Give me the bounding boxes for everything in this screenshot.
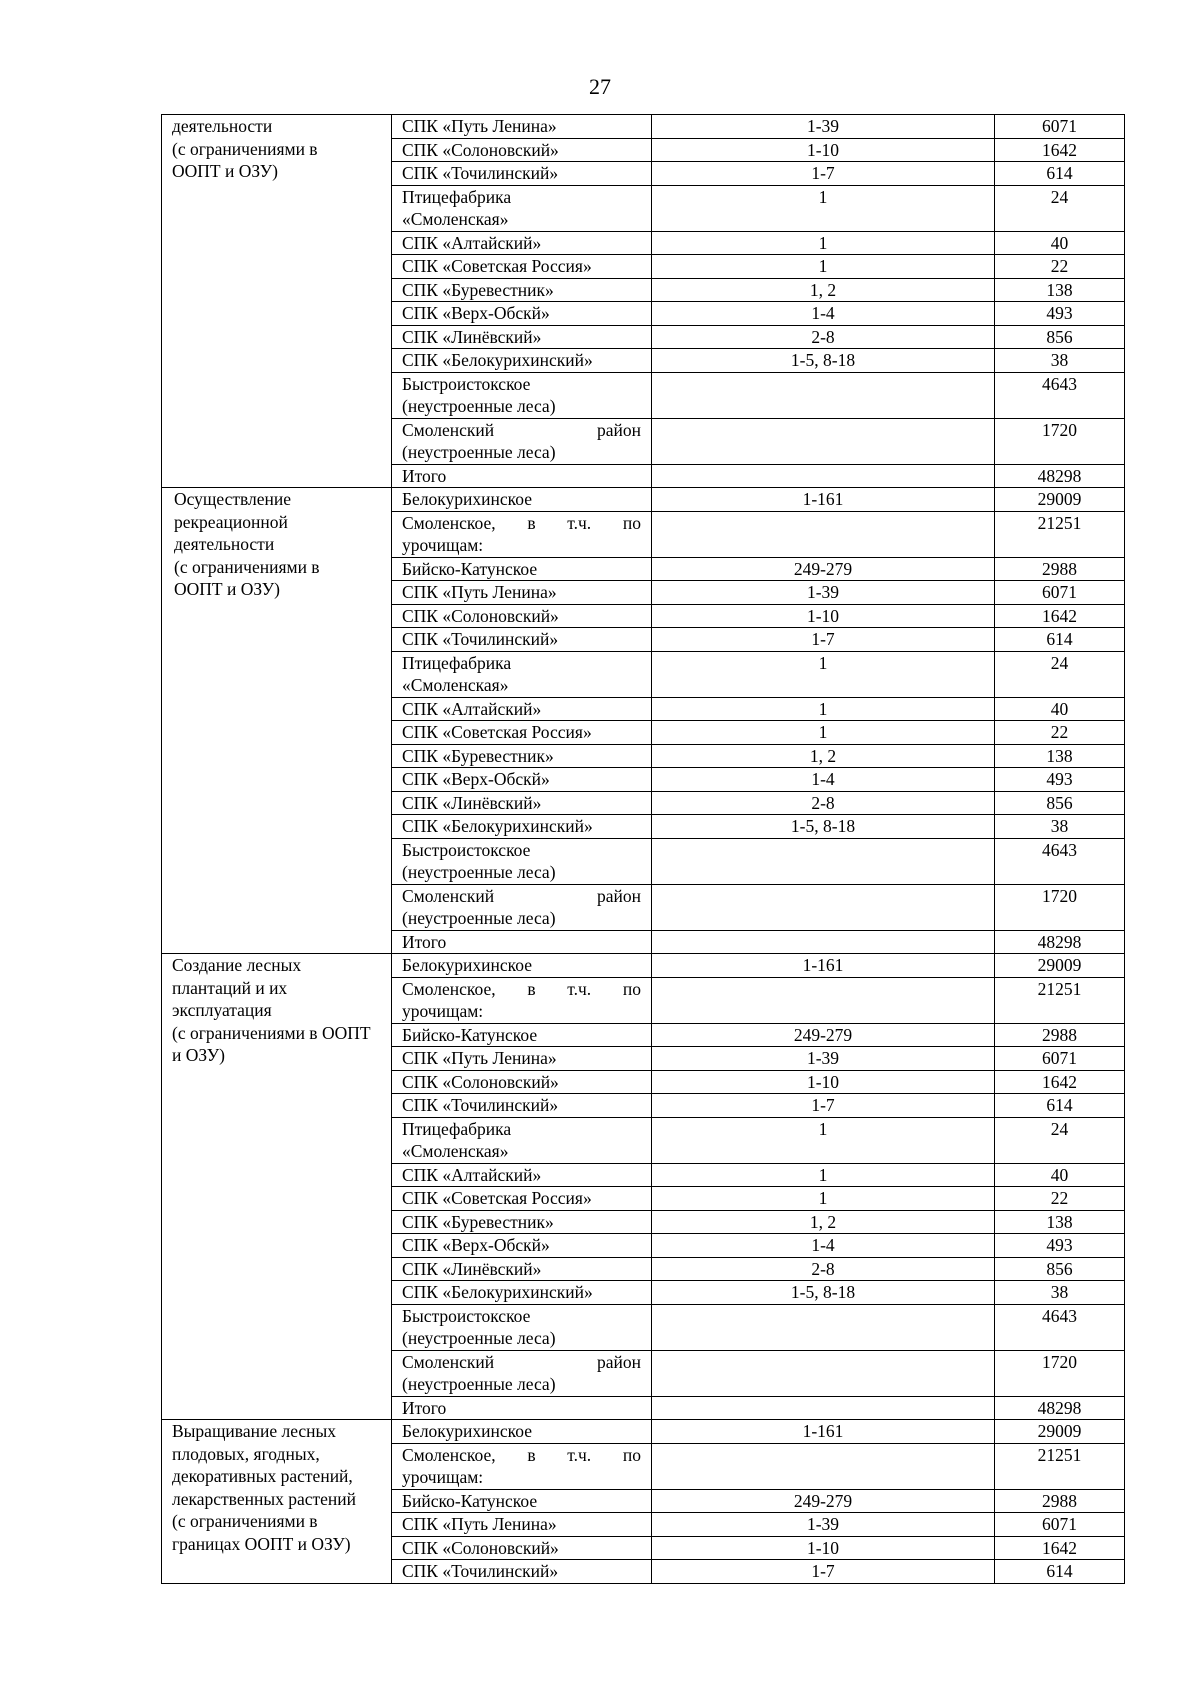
quarters-cell: [652, 977, 995, 1023]
quarters-cell: [652, 372, 995, 418]
object-name-line: (неустроенные леса): [402, 1374, 556, 1394]
object-name-cell: [392, 372, 652, 418]
object-name-cell: [392, 581, 652, 605]
quarters-cell: 1-7: [652, 162, 995, 186]
quarters-cell: [652, 418, 995, 464]
object-name-line: СПК «Верх-Обскй»: [402, 1235, 550, 1255]
area-cell: 614: [995, 628, 1125, 652]
category-line: лекарственных растений: [172, 1488, 357, 1509]
category-line: Осуществление: [174, 489, 292, 509]
category-line: Выращивание лесных: [172, 1421, 337, 1441]
object-name-line: СПК «Алтайский»: [402, 698, 542, 719]
area-cell: 493: [995, 1234, 1125, 1258]
category-line: эксплуатация: [172, 1000, 272, 1020]
object-name-line: Белокурихинское: [402, 1421, 533, 1441]
quarters-cell: 249-279: [652, 557, 995, 581]
area-cell: 2988: [995, 1023, 1125, 1047]
object-name-line: урочищам:: [402, 535, 484, 555]
area-cell: 21251: [995, 977, 1125, 1023]
category-cell: [162, 954, 392, 1420]
quarters-cell: 1-39: [652, 1047, 995, 1071]
table-row: [162, 1420, 1125, 1444]
quarters-cell: [652, 1304, 995, 1350]
object-name-cell: [392, 651, 652, 697]
object-name-line: СПК «Точилинский»: [402, 1561, 559, 1581]
category-line: рекреационной: [174, 511, 288, 532]
area-cell: 1642: [995, 1536, 1125, 1560]
object-name-cell: [392, 721, 652, 745]
area-cell: 48298: [995, 1396, 1125, 1420]
area-cell: 1720: [995, 1350, 1125, 1396]
object-name-line: «Смоленская»: [402, 209, 509, 229]
category-line: ООПТ и ОЗУ): [174, 579, 280, 599]
page-number: 27: [589, 74, 611, 99]
table-body: [162, 115, 1125, 1584]
object-name-line: СПК «Алтайский»: [402, 232, 542, 253]
object-name-line: СПК «Солоновский»: [402, 1537, 559, 1558]
area-cell: 40: [995, 1163, 1125, 1187]
quarters-cell: 1-161: [652, 488, 995, 512]
object-name-line: (неустроенные леса): [402, 1328, 556, 1348]
area-cell: 138: [995, 1210, 1125, 1234]
quarters-cell: 1, 2: [652, 744, 995, 768]
quarters-cell: 2-8: [652, 325, 995, 349]
category-line: ООПТ и ОЗУ): [172, 161, 278, 181]
object-name-cell: [392, 744, 652, 768]
quarters-cell: [652, 1443, 995, 1489]
area-cell: 22: [995, 255, 1125, 279]
object-name-line: Бийско-Катунское: [402, 558, 538, 579]
object-name-line: Итого: [402, 1397, 447, 1418]
object-name-cell: [392, 1187, 652, 1211]
object-name-line: СПК «Солоновский»: [402, 1071, 559, 1092]
object-name-line: СПК «Буревестник»: [402, 745, 554, 766]
object-name-cell: [392, 1513, 652, 1537]
object-name-cell: [392, 464, 652, 488]
category-line: плодовых, ягодных,: [172, 1443, 320, 1464]
object-name-line: СПК «Советская Россия»: [402, 256, 592, 276]
area-cell: 29009: [995, 954, 1125, 978]
object-name-line: Смоленское, в т.ч. по: [402, 978, 641, 999]
object-name-line: СПК «Буревестник»: [402, 1211, 554, 1232]
quarters-cell: 1-4: [652, 1234, 995, 1258]
object-name-cell: [392, 1094, 652, 1118]
quarters-cell: 1-7: [652, 1094, 995, 1118]
quarters-cell: 1: [652, 231, 995, 255]
area-cell: 138: [995, 278, 1125, 302]
object-name-cell: [392, 278, 652, 302]
area-cell: 2988: [995, 557, 1125, 581]
object-name-cell: [392, 697, 652, 721]
area-cell: 1720: [995, 884, 1125, 930]
category-line: границах ООПТ и ОЗУ): [172, 1533, 351, 1554]
object-name-line: СПК «Солоновский»: [402, 605, 559, 626]
object-name-cell: [392, 1304, 652, 1350]
category-cell: [162, 1420, 392, 1584]
category-cell: [162, 488, 392, 954]
area-cell: 614: [995, 1560, 1125, 1584]
object-name-cell: [392, 1117, 652, 1163]
object-name-line: Быстроистокское: [402, 1305, 531, 1326]
object-name-line: Белокурихинское: [402, 489, 533, 509]
object-name-line: СПК «Советская Россия»: [402, 1188, 592, 1208]
category-line: (с ограничениями в: [172, 138, 318, 159]
quarters-cell: 1: [652, 721, 995, 745]
object-name-cell: [392, 325, 652, 349]
area-cell: 4643: [995, 838, 1125, 884]
area-cell: 6071: [995, 1513, 1125, 1537]
table-row: [162, 115, 1125, 139]
object-name-line: СПК «Путь Ленина»: [402, 116, 557, 136]
quarters-cell: 249-279: [652, 1489, 995, 1513]
category-line: (с ограничениями в: [172, 1511, 318, 1531]
area-cell: 48298: [995, 930, 1125, 954]
object-name-cell: [392, 1443, 652, 1489]
quarters-cell: 1-4: [652, 768, 995, 792]
object-name-cell: [392, 1396, 652, 1420]
area-cell: 29009: [995, 488, 1125, 512]
object-name-line: СПК «Солоновский»: [402, 139, 559, 160]
area-cell: 493: [995, 768, 1125, 792]
quarters-cell: 1: [652, 185, 995, 231]
category-line: деятельности: [172, 116, 273, 136]
quarters-cell: 1, 2: [652, 278, 995, 302]
object-name-line: (неустроенные леса): [402, 442, 556, 462]
quarters-cell: 1, 2: [652, 1210, 995, 1234]
quarters-cell: [652, 884, 995, 930]
object-name-line: СПК «Точилинский»: [402, 163, 559, 183]
object-name-line: «Смоленская»: [402, 1141, 509, 1161]
object-name-cell: [392, 488, 652, 512]
object-name-line: СПК «Путь Ленина»: [402, 582, 557, 602]
category-line: деятельности: [174, 534, 275, 554]
area-cell: 6071: [995, 581, 1125, 605]
object-name-cell: [392, 930, 652, 954]
quarters-cell: 1: [652, 1117, 995, 1163]
category-line: Создание лесных: [172, 955, 302, 975]
object-name-line: (неустроенные леса): [402, 862, 556, 882]
object-name-line: (неустроенные леса): [402, 908, 556, 928]
area-cell: 1642: [995, 138, 1125, 162]
quarters-cell: 1: [652, 1187, 995, 1211]
object-name-line: СПК «Буревестник»: [402, 279, 554, 300]
quarters-cell: 1-5, 8-18: [652, 1281, 995, 1305]
quarters-cell: 1-39: [652, 1513, 995, 1537]
quarters-cell: [652, 1396, 995, 1420]
object-name-cell: [392, 954, 652, 978]
object-name-line: СПК «Путь Ленина»: [402, 1514, 557, 1534]
quarters-cell: [652, 1350, 995, 1396]
object-name-cell: [392, 1163, 652, 1187]
object-name-line: урочищам:: [402, 1001, 484, 1021]
area-cell: 856: [995, 791, 1125, 815]
object-name-line: Быстроистокское: [402, 839, 531, 860]
object-name-cell: [392, 604, 652, 628]
object-name-line: Смоленский район: [402, 1351, 641, 1372]
object-name-line: СПК «Точилинский»: [402, 629, 559, 649]
category-line: (с ограничениями в ООПТ: [172, 1022, 371, 1043]
quarters-cell: 1-5, 8-18: [652, 815, 995, 839]
object-name-line: СПК «Верх-Обскй»: [402, 303, 550, 323]
area-cell: 1642: [995, 1070, 1125, 1094]
object-name-line: СПК «Линёвский»: [402, 1258, 542, 1279]
area-cell: 614: [995, 1094, 1125, 1118]
object-name-line: СПК «Белокурихинский»: [402, 816, 593, 836]
category-line: и ОЗУ): [172, 1045, 225, 1065]
area-cell: 48298: [995, 464, 1125, 488]
object-name-cell: [392, 1350, 652, 1396]
object-name-cell: [392, 185, 652, 231]
object-name-line: Быстроистокское: [402, 373, 531, 394]
object-name-line: СПК «Алтайский»: [402, 1164, 542, 1185]
area-cell: 493: [995, 302, 1125, 326]
category-line: (с ограничениями в: [174, 556, 320, 577]
object-name-cell: [392, 1070, 652, 1094]
area-cell: 21251: [995, 511, 1125, 557]
category-cell: [162, 115, 392, 488]
object-name-cell: [392, 162, 652, 186]
object-name-line: Бийско-Катунское: [402, 1490, 538, 1511]
object-name-line: Птицефабрика: [402, 186, 512, 207]
quarters-cell: [652, 464, 995, 488]
quarters-cell: 1-7: [652, 1560, 995, 1584]
object-name-cell: [392, 1257, 652, 1281]
object-name-cell: [392, 1560, 652, 1584]
area-cell: 40: [995, 697, 1125, 721]
object-name-line: Белокурихинское: [402, 955, 533, 975]
object-name-cell: [392, 768, 652, 792]
object-name-line: «Смоленская»: [402, 675, 509, 695]
table-row: [162, 488, 1125, 512]
object-name-cell: [392, 1047, 652, 1071]
quarters-cell: 1-7: [652, 628, 995, 652]
quarters-cell: 1-161: [652, 954, 995, 978]
object-name-line: СПК «Путь Ленина»: [402, 1048, 557, 1068]
object-name-cell: [392, 628, 652, 652]
object-name-line: СПК «Верх-Обскй»: [402, 769, 550, 789]
quarters-cell: 1: [652, 651, 995, 697]
quarters-cell: [652, 930, 995, 954]
object-name-cell: [392, 255, 652, 279]
quarters-cell: 2-8: [652, 1257, 995, 1281]
area-cell: 856: [995, 1257, 1125, 1281]
quarters-cell: 1-39: [652, 581, 995, 605]
object-name-line: Смоленское, в т.ч. по: [402, 512, 641, 533]
object-name-cell: [392, 791, 652, 815]
category-line: плантаций и их: [172, 977, 288, 998]
area-cell: 38: [995, 815, 1125, 839]
object-name-line: СПК «Советская Россия»: [402, 722, 592, 742]
quarters-cell: [652, 511, 995, 557]
object-name-cell: [392, 1234, 652, 1258]
object-name-cell: [392, 1536, 652, 1560]
object-name-cell: [392, 557, 652, 581]
object-name-cell: [392, 511, 652, 557]
area-cell: 6071: [995, 115, 1125, 139]
object-name-line: СПК «Линёвский»: [402, 792, 542, 813]
area-cell: 1642: [995, 604, 1125, 628]
object-name-line: Птицефабрика: [402, 1118, 512, 1139]
quarters-cell: 1-5, 8-18: [652, 349, 995, 373]
object-name-cell: [392, 138, 652, 162]
object-name-line: урочищам:: [402, 1467, 484, 1487]
area-cell: 4643: [995, 1304, 1125, 1350]
object-name-cell: [392, 418, 652, 464]
area-cell: 4643: [995, 372, 1125, 418]
object-name-cell: [392, 977, 652, 1023]
area-cell: 38: [995, 349, 1125, 373]
forest-use-table: [161, 114, 1125, 1584]
object-name-cell: [392, 884, 652, 930]
object-name-line: Смоленский район: [402, 419, 641, 440]
quarters-cell: 1: [652, 1163, 995, 1187]
quarters-cell: 1-10: [652, 1070, 995, 1094]
area-cell: 614: [995, 162, 1125, 186]
area-cell: 138: [995, 744, 1125, 768]
area-cell: 856: [995, 325, 1125, 349]
object-name-line: СПК «Точилинский»: [402, 1095, 559, 1115]
area-cell: 2988: [995, 1489, 1125, 1513]
area-cell: 22: [995, 1187, 1125, 1211]
quarters-cell: 1-4: [652, 302, 995, 326]
area-cell: 6071: [995, 1047, 1125, 1071]
object-name-cell: [392, 1489, 652, 1513]
object-name-line: Бийско-Катунское: [402, 1024, 538, 1045]
object-name-cell: [392, 838, 652, 884]
object-name-cell: [392, 1023, 652, 1047]
quarters-cell: 1-10: [652, 138, 995, 162]
object-name-line: Смоленский район: [402, 885, 641, 906]
object-name-line: Смоленское, в т.ч. по: [402, 1444, 641, 1465]
area-cell: 22: [995, 721, 1125, 745]
area-cell: 21251: [995, 1443, 1125, 1489]
object-name-line: Итого: [402, 931, 447, 952]
quarters-cell: 1: [652, 255, 995, 279]
object-name-cell: [392, 302, 652, 326]
object-name-line: СПК «Белокурихинский»: [402, 350, 593, 370]
object-name-cell: [392, 231, 652, 255]
object-name-line: СПК «Белокурихинский»: [402, 1282, 593, 1302]
quarters-cell: 1-161: [652, 1420, 995, 1444]
quarters-cell: 2-8: [652, 791, 995, 815]
area-cell: 24: [995, 185, 1125, 231]
quarters-cell: 1: [652, 697, 995, 721]
quarters-cell: 1-39: [652, 115, 995, 139]
object-name-cell: [392, 1420, 652, 1444]
area-cell: 29009: [995, 1420, 1125, 1444]
table-row: [162, 954, 1125, 978]
category-line: декоративных растений,: [172, 1466, 353, 1486]
object-name-line: СПК «Линёвский»: [402, 326, 542, 347]
object-name-line: (неустроенные леса): [402, 396, 556, 416]
quarters-cell: 1-10: [652, 1536, 995, 1560]
object-name-line: Итого: [402, 465, 447, 486]
object-name-cell: [392, 115, 652, 139]
object-name-cell: [392, 349, 652, 373]
object-name-line: Птицефабрика: [402, 652, 512, 673]
quarters-cell: 249-279: [652, 1023, 995, 1047]
quarters-cell: [652, 838, 995, 884]
object-name-cell: [392, 815, 652, 839]
area-cell: 38: [995, 1281, 1125, 1305]
area-cell: 24: [995, 1117, 1125, 1163]
object-name-cell: [392, 1210, 652, 1234]
object-name-cell: [392, 1281, 652, 1305]
area-cell: 40: [995, 231, 1125, 255]
area-cell: 1720: [995, 418, 1125, 464]
area-cell: 24: [995, 651, 1125, 697]
quarters-cell: 1-10: [652, 604, 995, 628]
